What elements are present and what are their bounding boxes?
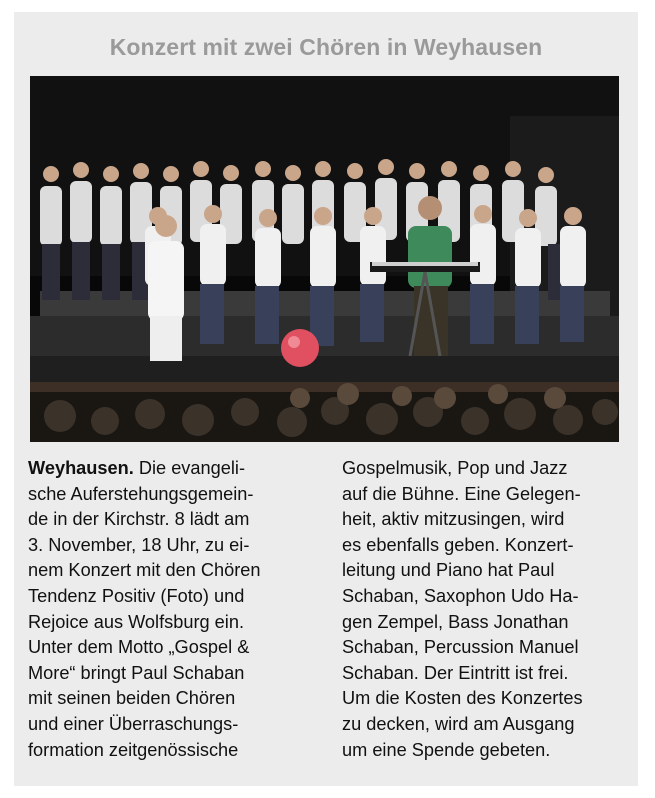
article-line: formation zeitgenössische (28, 739, 239, 760)
article-line: auf die Bühne. Eine Gelegen- (342, 483, 581, 504)
article-line: Gospelmusik, Pop und Jazz (342, 458, 568, 478)
article-line: Schaban, Percussion Manuel (342, 637, 579, 658)
article-line: More“ bringt Paul Schaban (28, 662, 245, 683)
choir-photo (30, 76, 619, 442)
dateline: Weyhausen. (28, 458, 134, 478)
article-column-2 (342, 456, 632, 763)
article-line: Unter dem Motto „Gospel & (28, 637, 250, 658)
article-line: mit seinen beiden Chören (28, 688, 236, 709)
choir-photo-graphic (30, 76, 619, 442)
article-line: Schaban. Der Eintritt ist frei. (342, 662, 569, 683)
article-line: nem Konzert mit den Chören (28, 560, 261, 581)
article-line: es ebenfalls geben. Konzert- (342, 534, 574, 555)
article-line: Schaban, Saxophon Udo Ha- (342, 585, 579, 606)
article-line: heit, aktiv mitzusingen, wird (342, 509, 565, 530)
article-line: leitung und Piano hat Paul (342, 560, 555, 581)
article-line: Tendenz Positiv (Foto) und (28, 585, 245, 606)
article-line: und einer Überraschungs- (28, 713, 239, 734)
article-line: Um die Kosten des Konzertes (342, 688, 583, 709)
article-line: 3. November, 18 Uhr, zu ei- (28, 534, 250, 555)
article-line: gen Zempel, Bass Jonathan (342, 611, 569, 632)
article-line: Rejoice aus Wolfsburg ein. (28, 611, 245, 632)
headline: Konzert mit zwei Chören in Weyhausen (109, 34, 543, 60)
article-line: um eine Spende gebeten. (342, 739, 551, 760)
article-line: zu decken, wird am Ausgang (342, 713, 575, 734)
newspaper-clipping (14, 12, 638, 786)
article-line: Weyhausen. Die evangeli- (28, 458, 245, 478)
article-column-1 (28, 456, 320, 763)
article-line: sche Auferstehungsgemein- (28, 483, 254, 504)
article-line: de in der Kirchstr. 8 lädt am (28, 509, 250, 530)
